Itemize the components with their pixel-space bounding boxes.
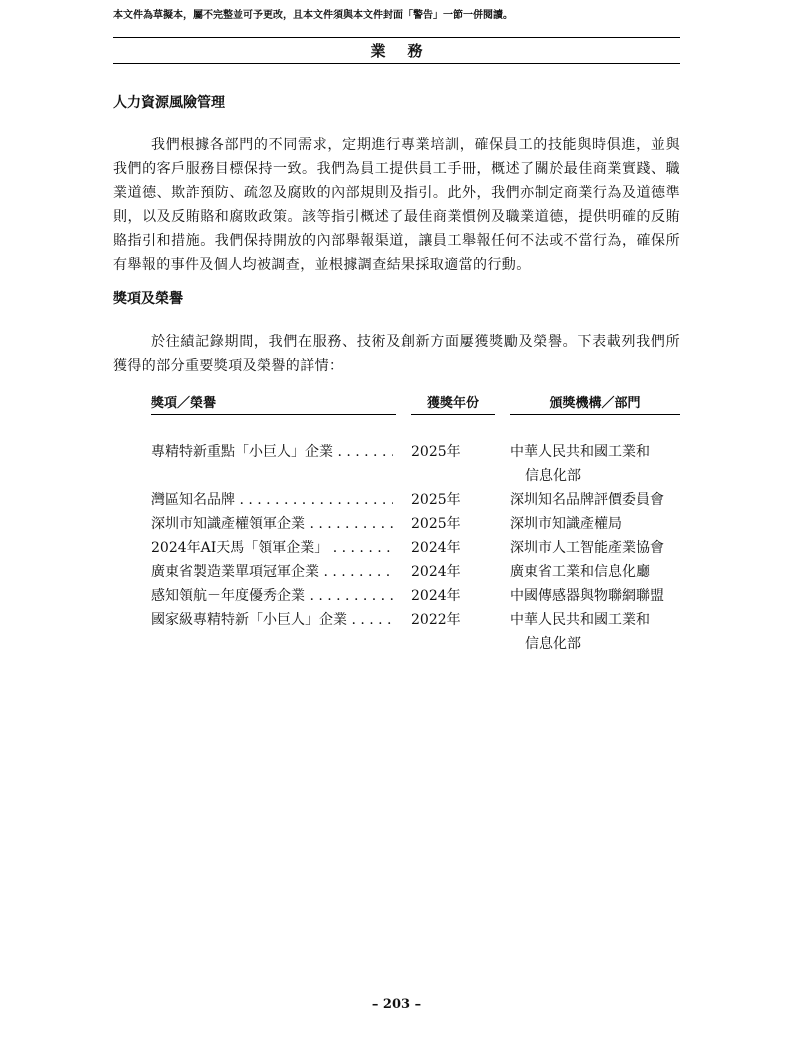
- award-year: 2022年: [411, 612, 461, 628]
- column-header-award: 獎項／榮譽: [151, 395, 396, 415]
- awards-table-header: [0, 395, 793, 417]
- table-row: [0, 560, 793, 584]
- award-issuer: 深圳市知識產權局: [510, 516, 622, 532]
- award-issuer: 中華人民共和國工業和 信息化部: [510, 612, 650, 652]
- column-header-year: 獲獎年份: [411, 395, 495, 415]
- table-row: [0, 440, 793, 488]
- award-name: 2024年AI天馬「領軍企業」 . . .: [151, 536, 393, 560]
- award-name: 灣區知名品牌 . . .: [151, 488, 393, 512]
- award-year: 2024年: [411, 564, 461, 580]
- section-title: 業務: [370, 42, 445, 60]
- page-number: – 203 –: [371, 997, 422, 1012]
- award-year: 2024年: [411, 540, 461, 556]
- table-row: [0, 488, 793, 512]
- award-issuer: 廣東省工業和信息化廳: [510, 564, 650, 580]
- award-year: 2025年: [411, 516, 461, 532]
- awards-table-body: [0, 440, 793, 656]
- award-name: 國家級專精特新「小巨人」企業 . . .: [151, 608, 393, 632]
- award-year: 2024年: [411, 588, 461, 604]
- awards-paragraph: 於往績記錄期間，我們在服務、技術及創新方面屢獲獎勵及榮譽。下表載列我們所獲得的部分重要獎項及榮譽的詳情：: [113, 334, 680, 374]
- award-name: 深圳市知識產權領軍企業 . . .: [151, 512, 393, 536]
- table-row: [0, 584, 793, 608]
- award-issuer: 深圳知名品牌評價委員會: [510, 492, 664, 508]
- header-rule-top: [113, 37, 680, 38]
- header-rule-bottom: [113, 63, 680, 64]
- award-issuer: 深圳市人工智能產業協會: [510, 540, 664, 556]
- award-year: 2025年: [411, 492, 461, 508]
- award-name: 廣東省製造業單項冠軍企業 . . .: [151, 560, 393, 584]
- award-name: 專精特新重點「小巨人」企業 . . .: [151, 440, 393, 464]
- award-issuer: 中國傳感器與物聯網聯盟: [510, 588, 664, 604]
- column-header-issuer: 頒獎機構／部門: [510, 395, 680, 415]
- hr-risk-paragraph: 我們根據各部門的不同需求，定期進行專業培訓，確保員工的技能與時俱進，並與我們的客戶服務目標保持一致。我們為員工提供員工手冊，概述了關於最佳商業實踐、職業道德、欺詐預防、疏忽及腐敗的內部規則及指引。此外，我們亦制定商業行為及道德準則，以及反賄賂和腐敗政策。該等指引概述了最佳商業慣例及職業道德，提供明確的反賄賂指引和措施。我們保持開放的內部舉報渠道，讓員工舉報任何不法或不當行為，確保所有舉報的事件及個人均被調查，並根據調查結果採取適當的行動。: [113, 137, 680, 273]
- table-row: [0, 608, 793, 656]
- draft-disclaimer: 本文件為草擬本，屬不完整並可予更改，且本文件須與本文件封面「警告」一節一併閱讀。: [113, 10, 513, 21]
- award-name: 感知領航－年度優秀企業 . . .: [151, 584, 393, 608]
- table-row: [0, 536, 793, 560]
- awards-heading: 獎項及榮譽: [113, 291, 183, 307]
- hr-risk-heading: 人力資源風險管理: [113, 95, 225, 111]
- award-year: 2025年: [411, 444, 461, 460]
- award-issuer: 中華人民共和國工業和 信息化部: [510, 444, 650, 484]
- table-row: [0, 512, 793, 536]
